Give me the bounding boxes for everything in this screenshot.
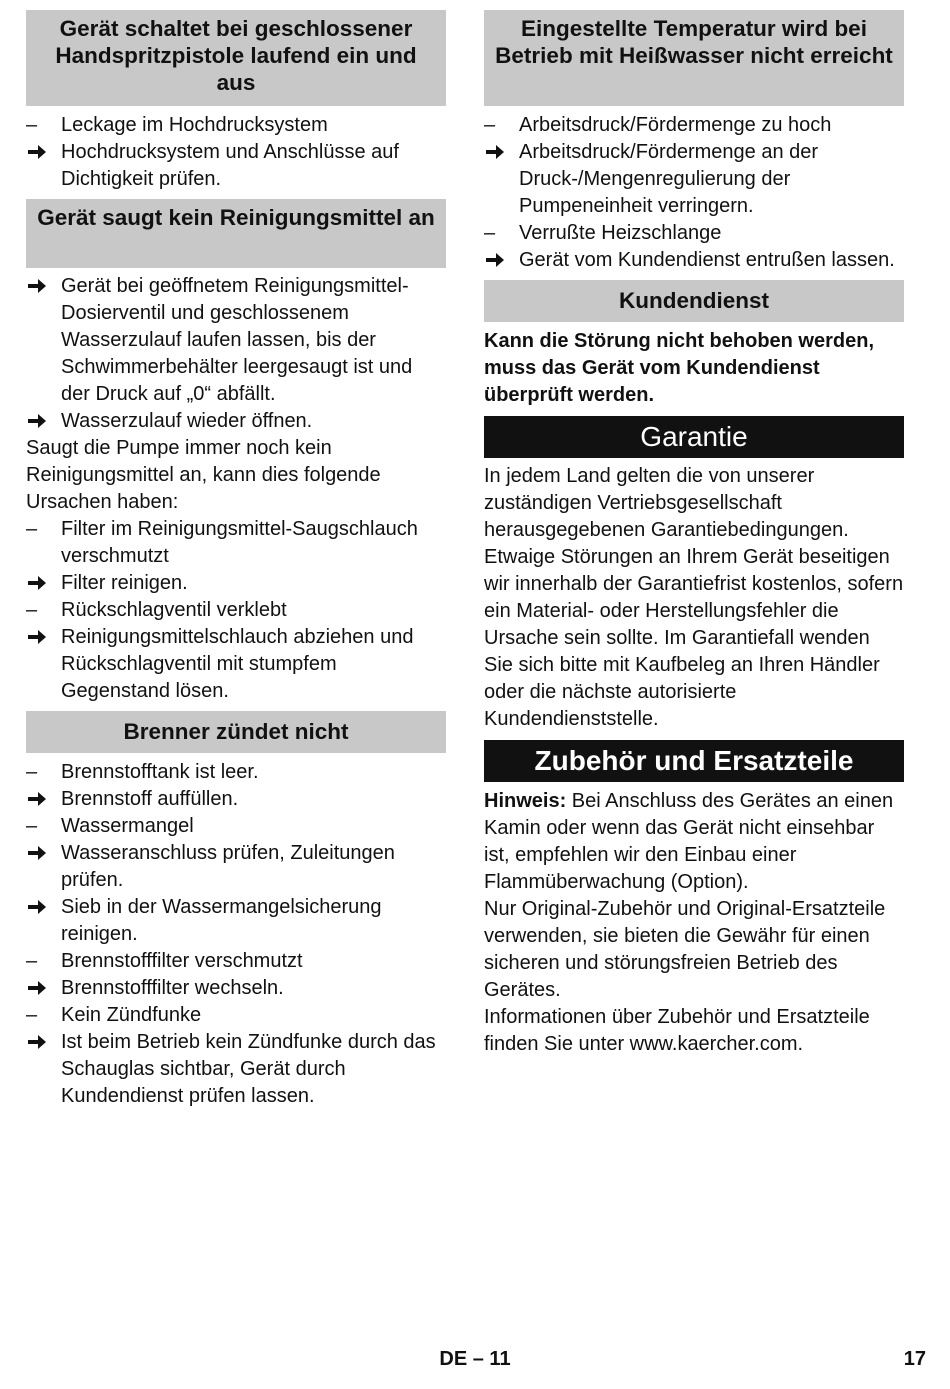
paragraph: Informationen über Zubehör und Ersatzteile finden Sie unter www.kaercher.com. [484,1006,870,1055]
cause-item [484,220,904,247]
dash-marker: – [26,950,38,972]
arrow-right-icon [484,142,506,170]
instruction-item [26,975,446,1002]
item-text: Brennstofftank ist leer. [61,761,259,783]
cause-item [484,112,904,139]
paragraph [484,788,904,896]
instruction-item [26,273,446,408]
paragraph: Kann die Störung nicht behoben werden, muss das Gerät vom Kundendienst überprüft werden. [484,330,875,406]
item-text: Gerät bei geöffnetem Reinigungsmittel-Dosierventil und geschlossenem Wasserzulauf laufen lassen, bis der Schwimmerbehälter leergesaugt ist und der Druck auf „0“ abfällt. [61,275,413,405]
dash-marker: – [26,518,38,540]
item-text: Rückschlagventil verklebt [61,599,287,621]
right-column [484,10,904,1058]
arrow-right-icon [26,1032,48,1060]
arrow-right-icon [26,627,48,655]
item-text: Filter reinigen. [61,572,188,594]
item-text: Sieb in der Wassermangelsicherung reinigen. [61,896,382,945]
cause-item [26,516,446,570]
instruction-item [26,840,446,894]
cause-item [26,759,446,786]
list-r1 [484,112,904,274]
instruction-item [484,139,904,220]
item-text: Wasserzulauf wieder öffnen. [61,410,313,432]
item-text: Wasseranschluss prüfen, Zuleitungen prüfen. [61,842,395,891]
arrow-right-icon [26,897,48,925]
cause-item [26,948,446,975]
list-s2 [26,273,446,435]
dash-marker: – [26,761,38,783]
list-s2b [26,516,446,705]
page-number: 17 [903,1348,926,1370]
item-text: Gerät vom Kundendienst entrußen lassen. [519,249,895,271]
arrow-right-icon [26,142,48,170]
item-text: Leckage im Hochdrucksystem [61,114,328,136]
instruction-item [26,1029,446,1110]
instruction-item [26,624,446,705]
paragraph: In jedem Land gelten die von unserer zuständigen Vertriebsgesellschaft herausgegebenen Garantiebedingungen. Etwaige Störungen an Ihrem Gerät beseitigen wir innerhalb der Garantiefrist kostenlos, sofern ein Material- oder Herstellungsfehler die Ursache sein sollte. Im Garantiefall wenden Sie sich bitte mit Kaufbeleg an Ihren Händler oder die nächste autorisierte Kundendienststelle. [484,465,904,730]
paragraph: Saugt die Pumpe immer noch kein Reinigungsmittel an, kann dies folgende Ursachen haben: [26,437,381,513]
instruction-item [484,247,904,274]
dash-marker: – [26,599,38,621]
cause-item [26,112,446,139]
cause-item [26,597,446,624]
hinweis-label: Hinweis: [484,790,567,812]
section-heading: Garantie [484,416,904,458]
dash-marker: – [26,1004,38,1026]
section-heading: Brenner zündet nicht [26,711,446,753]
section-heading: Gerät saugt kein Reinigungsmittel an [26,199,446,268]
dash-marker: – [484,222,496,244]
dash-marker: – [26,114,38,136]
item-text: Wassermangel [61,815,194,837]
instruction-item [26,786,446,813]
arrow-right-icon [26,411,48,439]
section-heading: Kundendienst [484,280,904,322]
item-text: Ist beim Betrieb kein Zündfunke durch das Schauglas sichtbar, Gerät durch Kundendienst prüfen lassen. [61,1031,436,1107]
dash-marker: – [484,114,496,136]
instruction-item [26,139,446,193]
list-s1 [26,112,446,193]
left-column [26,10,446,1110]
item-text: Brennstoff auffüllen. [61,788,239,810]
list-s3 [26,759,446,1110]
item-text: Verrußte Heizschlange [519,222,722,244]
dash-marker: – [26,815,38,837]
item-text: Arbeitsdruck/Fördermenge zu hoch [519,114,832,136]
cause-item [26,1002,446,1029]
instruction-item [26,894,446,948]
cause-item [26,813,446,840]
hinweis-text: Bei Anschluss des Gerätes an einen Kamin oder wenn das Gerät nicht einsehbar ist, empfehlen wir den Einbau einer Flammüberwachung (Option). [484,790,894,893]
item-text: Hochdrucksystem und Anschlüsse auf Dichtigkeit prüfen. [61,141,399,190]
section-heading: Eingestellte Temperatur wird bei Betrieb mit Heißwasser nicht erreicht [484,10,904,106]
item-text: Brennstofffilter wechseln. [61,977,284,999]
arrow-right-icon [484,250,506,278]
item-text: Filter im Reinigungsmittel-Saugschlauch verschmutzt [61,518,418,567]
section-heading: Gerät schaltet bei geschlossener Handspritzpistole laufend ein und aus [26,10,446,106]
arrow-right-icon [26,276,48,304]
instruction-item [26,570,446,597]
arrow-right-icon [26,843,48,871]
instruction-item [26,408,446,435]
item-text: Brennstofffilter verschmutzt [61,950,303,972]
item-text: Arbeitsdruck/Fördermenge an der Druck-/Mengenregulierung der Pumpeneinheit verringern. [519,141,819,217]
page-footer-label: DE – 11 [439,1348,511,1370]
item-text: Reinigungsmittelschlauch abziehen und Rückschlagventil mit stumpfem Gegenstand lösen. [61,626,414,702]
item-text: Kein Zündfunke [61,1004,202,1026]
section-heading: Zubehör und Ersatzteile [484,740,904,782]
paragraph: Nur Original-Zubehör und Original-Ersatzteile verwenden, sie bieten die Gewähr für einen sicheren und störungsfreien Betrieb des Gerätes. [484,898,886,1001]
